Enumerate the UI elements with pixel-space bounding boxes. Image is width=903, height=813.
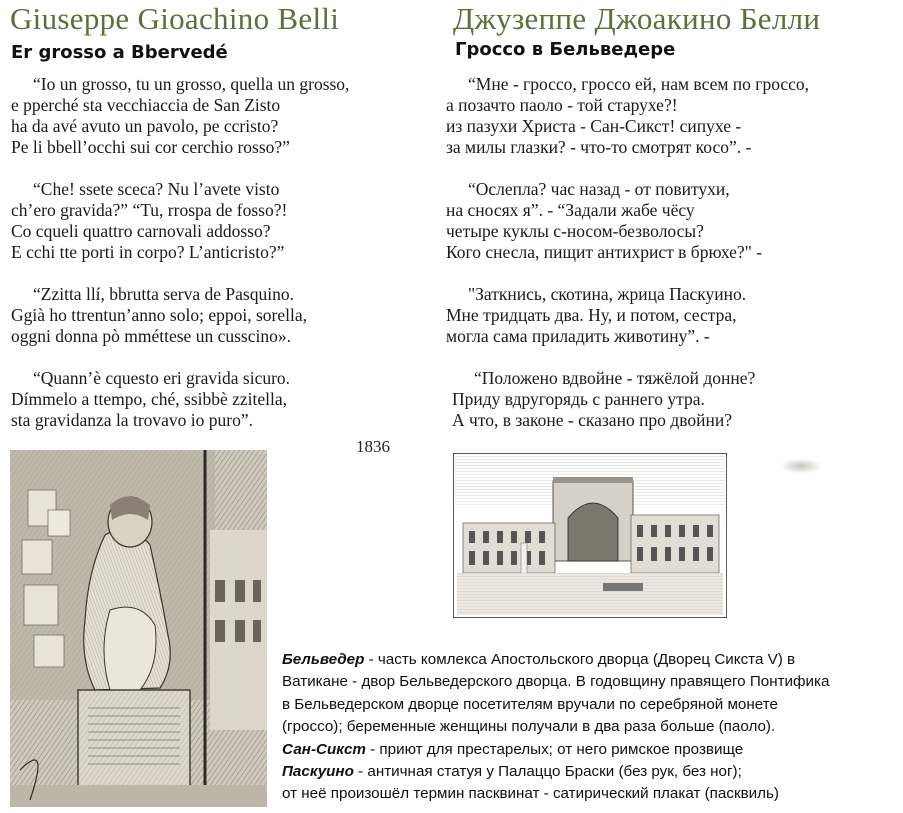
stanza — [446, 284, 809, 347]
belvedere-engraving — [453, 453, 727, 618]
poem-line: А что, в законе - сказано про двойни? — [452, 410, 732, 430]
poem-line: ha da avé avuto un pavolo, pe ccristo? — [11, 116, 279, 136]
poem-line: могла сама приладить животину”. - — [446, 326, 710, 346]
pasquino-engraving — [10, 450, 267, 807]
poem-line: sta gravidanza la trovavo io puro”. — [11, 410, 253, 430]
poem-line: Приду вдругорядь с раннего утра. — [452, 389, 705, 409]
poem-italian — [11, 74, 349, 452]
stanza — [11, 284, 349, 347]
note-term: Паскуино — [282, 763, 354, 781]
note-line — [282, 716, 829, 738]
belvedere-illustration — [453, 453, 727, 618]
stanza — [11, 368, 349, 431]
note-line — [282, 783, 829, 805]
poem-line: “Ослепла? час назад - от повитухи, — [468, 179, 730, 199]
note-line — [282, 694, 829, 716]
stanza — [446, 368, 809, 431]
footnotes — [282, 649, 829, 806]
note-line — [282, 739, 829, 761]
poem-line: на сносях я”. - “Задали жабе чёсу — [446, 200, 695, 220]
title-russian: Джузеппе Джоакино Белли — [453, 1, 821, 36]
poem-line: e pperché sta vecchiaccia de San Zisto — [11, 95, 281, 115]
poem-line: E cchi tte porti in corpo? L’anticristo?” — [11, 242, 285, 262]
poem-line: из пазухи Христа - Сан-Сикст! сипухе - — [446, 116, 742, 136]
note-text: - приют для престарелых; от него римское прозвище — [365, 740, 744, 758]
note-text: в Бельведерском дворце посетителям вручали по серебряной монете — [282, 695, 778, 713]
poem-line: “Quann’è cquesto eri gravida sicuro. — [33, 368, 291, 388]
poem-line: “Положено вдвойне - тяжёлой донне? — [474, 368, 756, 388]
poem-line: “Мне - гроссо, гроссо ей, нам всем по гроссо, — [468, 74, 810, 94]
note-line — [282, 649, 829, 671]
poem-russian — [446, 74, 809, 452]
poem-line: Pe li bbell’occhi sui cor cerchio rosso?” — [11, 137, 290, 157]
poem-line: Ggià ho ttrentun’anno solo; eppoi, sorella, — [11, 305, 307, 325]
poem-line: “Che! ssete sceca? Nu l’avete visto — [33, 179, 280, 199]
poem-line: “Io un grosso, tu un grosso, quella un grosso, — [33, 74, 350, 94]
decorative-smudge — [780, 458, 822, 474]
poem-line: oggni donna pò mméttese un cusscino». — [11, 326, 291, 346]
note-text: - античная статуя у Палаццо Браски (без рук, без ног); — [353, 763, 742, 781]
note-term: Сан-Сикст — [282, 740, 366, 758]
stanza — [11, 179, 349, 263]
stanza — [11, 74, 349, 158]
subtitle-russian: Гроссо в Бельведере — [455, 39, 676, 60]
stanza — [446, 74, 809, 158]
note-line — [282, 671, 829, 693]
note-term: Бельведер — [282, 651, 365, 668]
title-italian: Giuseppe Gioachino Belli — [10, 1, 340, 36]
note-text: от неё произошёл термин пасквинат - сатирический плакат (пасквиль) — [282, 785, 779, 803]
note-text: - часть комлекса Апостольского дворца (Дворец Сикста V) в — [364, 651, 796, 668]
poem-line: а позачто паоло - той старухе?! — [446, 95, 678, 115]
note-line — [282, 761, 829, 783]
poem-line: ch’ero gravida?” “Tu, rrospa de fosso?! — [11, 200, 288, 220]
note-text: (гроссо); беременные женщины получали в два раза больше (паоло). — [282, 718, 776, 736]
poem-line: Co cqueli quattro carnovali addosso? — [11, 221, 271, 241]
year: 1836 — [356, 437, 390, 456]
poem-line: за милы глазки? - что-то смотрят косо”. - — [446, 137, 752, 157]
poem-line: Кого снесла, пищит антихрист в брюхе?" - — [446, 242, 763, 262]
pasquino-illustration — [10, 450, 267, 807]
poem-line: Dímmelo a ttempo, ché, ssibbè zzitella, — [11, 389, 288, 409]
poem-line: "Заткнись, скотина, жрица Паскуино. — [468, 284, 747, 304]
note-text: Ватикане - двор Бельведерского дворца. В годовщину правящего Понтифика — [282, 673, 830, 691]
poem-line: четыре куклы с-носом-безволосы? — [446, 221, 704, 241]
subtitle-italian: Er grosso a Bbervedé — [11, 42, 228, 63]
poem-line: Мне тридцать два. Ну, и потом, сестра, — [446, 305, 737, 325]
stanza — [446, 179, 809, 263]
poem-line: “Zzitta llí, bbrutta serva de Pasquino. — [33, 284, 294, 304]
